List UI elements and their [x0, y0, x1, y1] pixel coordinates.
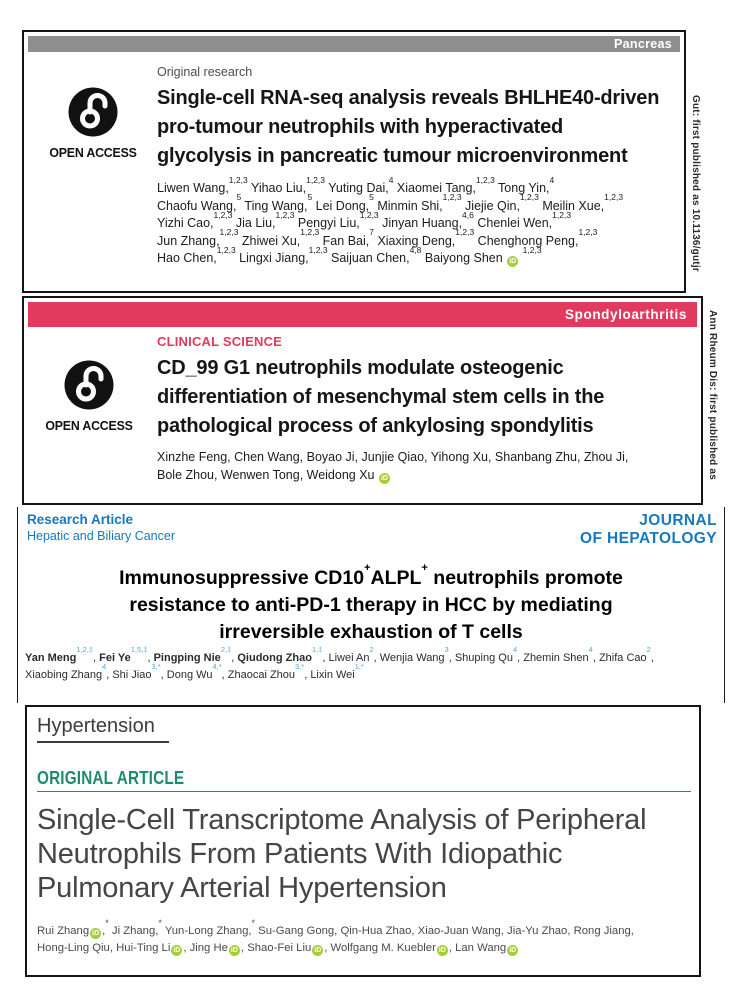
article-card-gut [22, 30, 686, 293]
open-access-badge [36, 360, 142, 433]
article-type-label: CLINICAL SCIENCE [157, 334, 283, 349]
orcid-icon[interactable]: iD [509, 258, 517, 265]
article-card-hypertension [25, 705, 701, 977]
section-label: Spondyloarthritis [565, 307, 687, 322]
article-type-label: Original research [157, 65, 253, 79]
article-card-hepatology [17, 507, 725, 703]
author-list: Yan Meng$^{1,2,\ddagger}$, Fei $Ye^{1,5,\ddagger}$, Pingping Nie$^{2,\ddagger}$, Qiudong Zhao$^{1,\ddagger}$, Liwei An$^2$, Wenjia Wang$^3$, Shuping Qu$^4$, Zhemin Shen$^4$, Zhifa Cao$^2$, Xiaobing Zhang$^4$, Shi Jiao$^{3,*}$, Dong $Wu^{4,*}$, Zhaocai Zhou$^{3,*}$, Lixin Wei$^{1,*}$ [25, 645, 654, 681]
author-list: Liwen Wang,$^{1,2,3}$ Yihao Liu,$^{1,2,3}$ Yuting Dai,$^4$ Xiaomei Tang,$^{1,2,3}$ Tong Yin,$^4$ Chaofu Wang,$^5$ Ting Wang,$^5$ Lei Dong,$^5$ Minmin Shi,$^{1,2,3}$ Jiejie Qin,$^{1,2,3}$ Meilin Xue,$^{1,2,3}$ Yizhi Cao,$^{1,2,3}$ Jia Liu,$^{1,2,3}$ Pengyi Liu,$^{1,2,3}$ Jinyan Huang,$^{4,6}$ Chenlei Wen,$^{1,2,3}$ Jun Zhang,$^{1,2,3}$ Zhiwei Xu,$^{1,2,3}$ Fan Bai,$^7$ Xiaxing Deng,$^{1,2,3}$ Chenghong Peng,$^{1,2,3}$ Hao Chen,$^{1,2,3}$ Lingxi Jiang,$^{1,2,3}$ Saijuan Chen,$^{4,8}$ Baiyong Shen iD $^{1,2,3}$ [157, 174, 624, 265]
journal-side-citation: Ann Rheum Dis: first published as [707, 310, 718, 480]
rubric-rule [37, 765, 691, 792]
journal-name-line1: JOURNAL [639, 512, 717, 529]
article-content [157, 334, 637, 484]
orcid-icon[interactable]: iD [380, 474, 388, 482]
open-access-lock-icon [64, 360, 114, 410]
article-content [157, 65, 662, 268]
section-banner-spondyloarthritis [28, 302, 697, 327]
journal-section-label: Hypertension [37, 715, 169, 743]
article-type-label: Research Article [27, 512, 134, 527]
article-title: CD_99 G1 neutrophils modulate osteogenic differentiation of mesenchymal stem cells in the pathological process of ankylosing spondylitis [157, 357, 605, 437]
journal-masthead [580, 512, 717, 548]
author-list: Rui Zhang iD ,* Ji Zhang,* Yun-Long Zhang,* Su-Gang Gong, Qin-Hua Zhao, Xiao-Juan Wang, Jia-Yu Zhao, Rong Jiang, Hong-Ling Qiu, Hui-Ting Li iD , Jing He iD , Shao-Fei Liu iD , Wolfgang M. Kuebler iD , Lan Wang iD [37, 918, 634, 954]
article-category-label: Hepatic and Biliary Cancer [27, 529, 175, 543]
article-title: Single-cell RNA-seq analysis reveals BHLHE40-driven pro-tumour neutrophils with hyperactivated glycolysis in pancreatic tumour microenvironment [157, 87, 660, 167]
open-access-label: OPEN ACCESS [49, 145, 137, 160]
orcid-icon[interactable]: iD [438, 946, 446, 954]
orcid-icon[interactable]: iD [314, 946, 322, 954]
orcid-icon[interactable]: iD [230, 946, 238, 954]
journal-side-citation: Gut: first published as 10.1136/gutjr [690, 95, 701, 272]
article-title: Immunosuppressive CD10+ALPL+ neutrophils promote resistance to anti-PD-1 therapy in HCC by mediating irreversible exhaustion of T cells [119, 561, 623, 643]
open-access-label: OPEN ACCESS [45, 418, 133, 433]
article-type-label: ORIGINAL ARTICLE [37, 768, 185, 788]
article-title: Single-Cell Transcriptome Analysis of Peripheral Neutrophils From Patients With Idiopathic Pulmonary Arterial Hypertension [37, 804, 647, 904]
article-card-ard [22, 296, 703, 505]
section-label: Pancreas [614, 37, 672, 51]
author-list: Xinzhe Feng, Chen Wang, Boyao Ji, Junjie Qiao, Yihong Xu, Shanbang Zhu, Zhou Ji, Bole Zhou, Wenwen Tong, Weidong Xu iD [157, 450, 629, 482]
orcid-icon[interactable]: iD [173, 946, 181, 954]
orcid-icon[interactable]: iD [92, 930, 100, 937]
journal-name-line2: OF HEPATOLOGY [580, 529, 717, 547]
orcid-icon[interactable]: iD [509, 946, 517, 954]
open-access-lock-icon [68, 87, 118, 137]
open-access-badge [40, 87, 146, 160]
section-banner-pancreas [28, 36, 680, 52]
